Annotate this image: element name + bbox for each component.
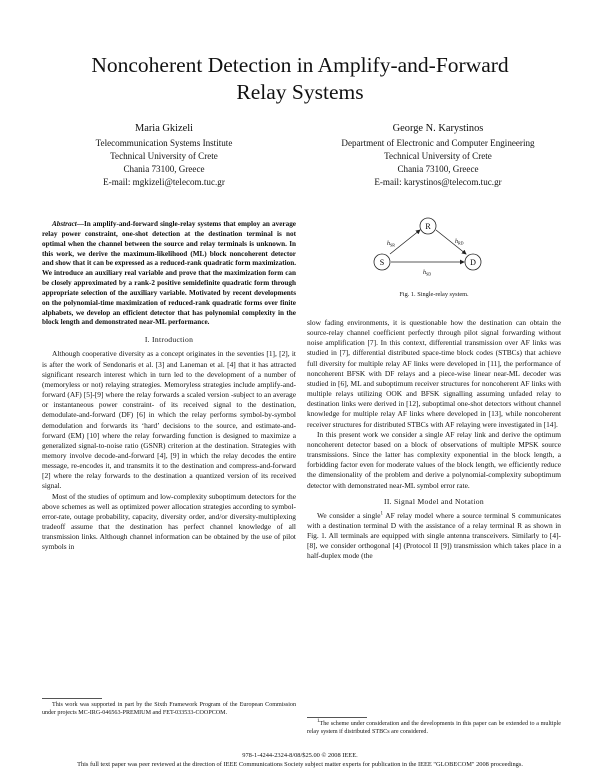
intro-paragraph-1: Although cooperative diversity as a concept originates in the seventies [1], [2], it is after the work of Sendonaris et al. [3] and Laneman et al. [4] that it has attracted significant research interest which in turn led to the development of a number of (memoryless or not) relaying strategies. Memoryless strategies include amplify-and-forward (AF) [5]-[9] where the relay forwards a scaled version -subject to an average or instantaneous power constraint- of its received signal to the destination, demodulate-and-forward (DF) [6] in which the relay performs symbol-by-symbol demodulation and forwards its ‘hard’ decisions to the source, and estimate-and-forward (EM) [10] where the relay forwarding function is designed to maximize a generalized signal-to-noise ratio (GSNR) criterion at the destination. Strategies with memory involve decode-and-forward [4], [9] in which the relay decodes the entire message, re-encodes it, and transmits it to the destination and compress-and-forward [2] where the relay forwards to the destination a quantized version of its received signal.: [42, 349, 296, 491]
source-node-label: S: [379, 258, 385, 267]
channel-subscript: SR: [390, 242, 395, 248]
right-paragraph-1: slow fading environments, it is questionable how the destination can obtain the source-relay channel coefficient perfectly through pilot signal forwarding without noise amplification [7]. In this context, differential transmission over AF links was studied in [7], differential distributed space-time block codes (STBCs) that achieve full diversity for multiple relay AF links were developed in [11], the performance of noncoherent BFSK with DF relays and a piece-wise linear near-ML decoder was studied in [6], ML and suboptimum receiver structures for noncoherent AF links with multiple relays utilizing OOK and BFSK signalling assuming unfaded relay to destination links were derived in [12], suboptimal one-shot detectors without channel knowledge for multiple relay AF links where developed in [13], while noncoherent receiver structures for distributed STBCs with AF relaying were investigated in [14].: [307, 318, 561, 429]
intro-paragraph-2: Most of the studies of optimum and low-complexity suboptimum detectors for the above schemes as well as optimized power allocation strategies according to symbol-error-rate, outage probability, capacity, diversity order, and/or diversity-multiplexing tradeoff assume that the destination has perfect channel knowledge of all transmission links. Although channel information can be obtained by the use of pilot symbols in: [42, 491, 296, 552]
model-paragraph-1: [307, 511, 561, 562]
author-affiliation: Telecommunication Systems Institute: [95, 138, 233, 148]
footer-review-note: This full text paper was peer reviewed at the direction of IEEE Communications Society subject matter experts for publication in the IEEE "GLOBECOM" 2008 proceedings.: [77, 761, 523, 768]
destination-node-label: D: [470, 258, 476, 267]
footnote-number: 1: [317, 718, 320, 724]
model-text-start: We consider a single: [317, 510, 381, 520]
abstract-lead: Abstract: [52, 220, 77, 228]
footnote-1: [307, 720, 561, 736]
channel-label-sr: [387, 241, 395, 248]
model-text-rest: AF relay model where a source terminal S communicates with a destination terminal D with the assistance of a relay terminal R as shown in Fig. 1. All terminals are equipped with single antenna transceivers. Similarly to [4]-[8], we consider orthogonal [4] (Protocol II [9]) transmission which takes place in a half-duplex mode (the: [307, 510, 561, 561]
title-line-1: Noncoherent Detection in Amplify-and-Forward: [91, 53, 509, 77]
author-name: Maria Gkizeli: [135, 123, 193, 134]
channel-label-sd: [423, 270, 431, 277]
right-paragraph-2: In this present work we consider a single AF relay link and derive the optimum noncoherent detector based on a block of observations of multiple MPSK source transmissions. Since the latter has complexity exponential in the block length, a forbidding factor even for moderate values of the block length, we efficiently reduce the dimensionality of the problem and derive a polynomial-complexity suboptimum detector with demonstrated near-ML symbol error rate.: [307, 429, 561, 490]
section-heading-signal-model: II. Signal Model and Notation: [383, 496, 485, 506]
figure-caption: Fig. 1. Single-relay system.: [399, 291, 469, 298]
author-university: Technical University of Crete: [110, 151, 218, 161]
relay-node-label: R: [425, 222, 431, 231]
channel-subscript: SD: [426, 271, 432, 277]
footnote-rule: [307, 717, 367, 718]
footer-copyright: 978-1-4244-2324-8/08/$25.00 © 2008 IEEE.: [242, 752, 358, 759]
author-email: E-mail: karystinos@telecom.tuc.gr: [374, 177, 502, 187]
author-affiliation: Department of Electronic and Computer Engineering: [341, 138, 535, 148]
footnote-text: The scheme under consideration and the developments in this paper can be extended to a multiple relay system if distributed STBCs are considered.: [307, 721, 561, 736]
author-email: E-mail: mgkizeli@telecom.tuc.gr: [103, 177, 225, 187]
author-address: Chania 73100, Greece: [397, 164, 479, 174]
title-line-2: Relay Systems: [236, 80, 364, 104]
channel-label-rd: [455, 239, 464, 246]
footnote-rule: [42, 698, 102, 699]
footnote-marker: 1: [380, 511, 384, 517]
author-name: George N. Karystinos: [392, 123, 484, 134]
paper-title: [30, 52, 570, 106]
right-column: [307, 318, 561, 562]
channel-symbol: h: [423, 270, 426, 276]
author-block-2: [308, 122, 568, 189]
author-block-1: [40, 122, 288, 189]
author-address: Chania 73100, Greece: [123, 164, 205, 174]
left-column: [42, 220, 296, 553]
channel-symbol: h: [387, 241, 390, 247]
section-heading-introduction: I. Introduction: [144, 335, 194, 345]
funding-footnote: This work was supported in part by the Sixth Framework Program of the European Commission under projects MC-IRG-046563-PREMIUM and FET-033533-COOPCOM.: [42, 702, 296, 717]
channel-symbol: h: [455, 239, 458, 245]
abstract-body: —In amplify-and-forward single-relay systems that employ an average relay power constraint, one-shot detection at the destination terminal is not optimal when the channel between the source and relay terminals is unknown. In this work, we derive the maximum-likelihood (ML) block noncoherent detector and show that it can be expressed as a reduced-rank quadratic form maximization. We introduce an auxiliary real variable and prove that the maximization form can be closely approximated by a rank-2 positive semidefinite quadratic form through appropriate selection of the auxiliary variable. Motivated by recent developments on the polynomial-time maximization of reduced-rank quadratic forms over finite alphabets, we develop an efficient detector that has polynomial complexity in the block length and demonstrated near-ML performance.: [42, 220, 296, 327]
author-university: Technical University of Crete: [384, 151, 492, 161]
channel-subscript: RD: [458, 240, 464, 246]
abstract: [42, 220, 296, 328]
